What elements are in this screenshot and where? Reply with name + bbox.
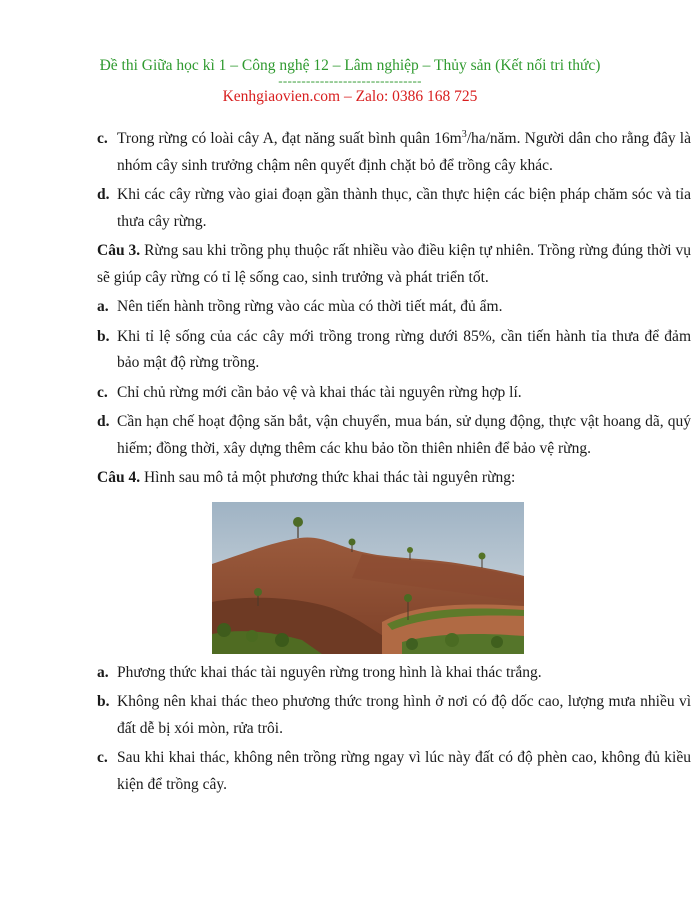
- item-label: a.: [97, 663, 109, 681]
- q2-item-c: [97, 126, 691, 179]
- item-text: Nên tiến hành trồng rừng vào các mùa có thời tiết mát, đủ ẩm.: [117, 298, 503, 315]
- question-text: Hình sau mô tả một phương thức khai thác tài nguyên rừng:: [143, 469, 516, 486]
- item-label: d.: [97, 186, 110, 203]
- hill-illustration: [212, 502, 524, 654]
- item-text-pre: Trong rừng có loài cây A, đạt năng suất bình quân 16m: [117, 130, 462, 147]
- question-label: Câu 4.: [97, 469, 141, 486]
- item-text: Cần hạn chế hoạt động săn bắt, vận chuyển, mua bán, sử dụng động, thực vật hoang dã, quý hiếm; đồng thời, xây dựng thêm các khu bảo tồn thiên nhiên để bảo vệ rừng.: [117, 413, 691, 457]
- item-label: d.: [97, 413, 110, 430]
- q2-item-d: [97, 182, 691, 235]
- item-text: Sau khi khai thác, không nên trồng rừng ngay vì lúc này đất có độ phèn cao, không đủ kiều kiện để trồng cây.: [117, 749, 691, 793]
- item-label: a.: [97, 298, 109, 315]
- item-text: Khi tỉ lệ sống của các cây mới trồng trong rừng dưới 85%, cần tiến hành tỉa thưa để đảm bảo mật độ rừng trồng.: [117, 327, 691, 371]
- item-label: c.: [97, 749, 108, 766]
- q3-item-a: [97, 294, 691, 321]
- question-text: Rừng sau khi trồng phụ thuộc rất nhiều vào điều kiện tự nhiên. Trồng rừng đúng thời vụ sẽ giúp cây rừng có tỉ lệ sống cao, sinh trưởng và phát triển tốt.: [97, 242, 691, 286]
- page-header: [0, 56, 700, 108]
- item-text: Chỉ chủ rừng mới cần bảo vệ và khai thác tài nguyên rừng hợp lí.: [117, 383, 522, 401]
- q3-item-c: [97, 380, 691, 407]
- question-3: [97, 238, 691, 291]
- item-label: c.: [97, 383, 108, 401]
- question-4: [97, 465, 691, 492]
- item-text: Khi các cây rừng vào giai đoạn gần thành thục, cần thực hiện các biện pháp chăm sóc và tỉa thưa cây rừng.: [117, 186, 691, 230]
- item-label: b.: [97, 327, 110, 345]
- header-site: Kenhgiaovien.com – Zalo: 0386 168 725: [222, 88, 478, 105]
- header-divider: -------------------------------: [278, 73, 422, 88]
- q3-item-b: [97, 324, 691, 377]
- q4-item-a: [97, 660, 691, 687]
- item-text-post: /ha/năm. Người dân cho rằng đây là nhóm cây sinh trưởng chậm nên quyết định chặt bỏ để trồng cây khác.: [117, 130, 691, 174]
- document-body: [97, 126, 691, 801]
- item-label: b.: [97, 693, 110, 710]
- question-label: Câu 3.: [97, 242, 141, 259]
- q4-item-c: [97, 745, 691, 798]
- deforested-hill-image: [212, 502, 524, 654]
- q4-item-b: [97, 689, 691, 742]
- item-text: Không nên khai thác theo phương thức trong hình ở nơi có độ dốc cao, lượng mưa nhiều vì đất dễ bị xói mòn, rửa trôi.: [117, 693, 691, 737]
- item-text-sup: 3: [461, 128, 467, 140]
- q3-item-d: [97, 409, 691, 462]
- header-title: Đề thi Giữa học kì 1 – Công nghệ 12 – Lâm nghiệp – Thủy sản (Kết nối tri thức): [99, 57, 601, 74]
- item-label: c.: [97, 130, 108, 147]
- item-text: Phương thức khai thác tài nguyên rừng trong hình là khai thác trắng.: [117, 663, 542, 681]
